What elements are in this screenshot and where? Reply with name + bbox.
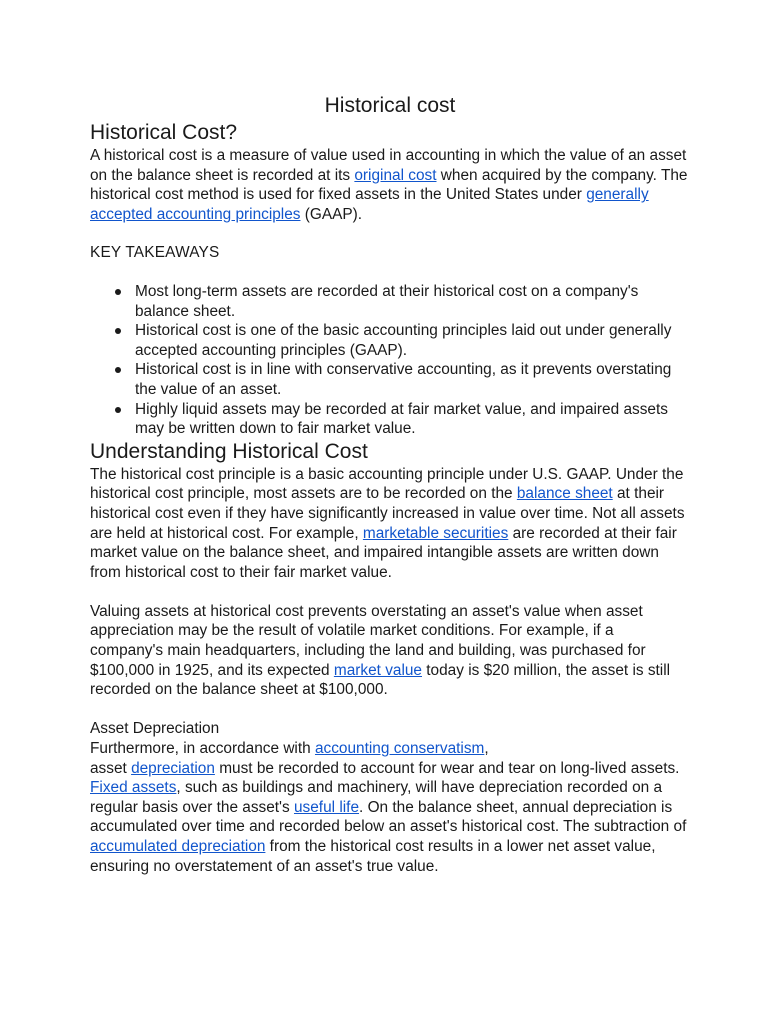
- link-original-cost[interactable]: original cost: [354, 166, 437, 184]
- intro-text-2: when acquired by the company. The historical cost method is used for fixed assets in the United States under: [90, 166, 688, 204]
- paragraph-spacer: [90, 700, 690, 720]
- valuing-text-1: Valuing assets at historical cost prevents overstating an asset's value when asset appreciation may be the result of volatile market conditions. For example, if a company's main headquarters, including the land and building, was purchased for $100,000 in 1925, and its expected: [90, 602, 646, 679]
- key-takeaways-label: KEY TAKEAWAYS: [90, 244, 220, 262]
- document-title: Historical cost: [324, 94, 456, 117]
- understanding-paragraph-2: [90, 602, 690, 700]
- link-fixed-assets[interactable]: Fixed assets: [90, 779, 177, 797]
- depreciation-text-3: asset: [90, 759, 132, 777]
- depreciation-text-1: Furthermore, in accordance with: [90, 740, 315, 758]
- link-market-value[interactable]: market value: [333, 661, 422, 679]
- link-balance-sheet[interactable]: balance sheet: [516, 485, 613, 503]
- list-item: Highly liquid assets may be recorded at fair market value, and impaired assets may be written down to fair market value.: [135, 400, 690, 439]
- key-takeaways-list: [90, 282, 690, 439]
- link-gaap[interactable]: generally accepted accounting principles: [90, 186, 649, 223]
- depreciation-text-4: must be recorded to account for wear and tear on long-lived assets.: [214, 759, 680, 777]
- link-accounting-conservatism[interactable]: accounting conservatism: [314, 740, 485, 758]
- list-item: Historical cost is in line with conservative accounting, as it prevents overstating the value of an asset.: [135, 360, 690, 399]
- intro-text-3: (GAAP).: [300, 205, 363, 223]
- list-item: Most long-term assets are recorded at their historical cost on a company's balance sheet.: [135, 282, 690, 321]
- section-heading-historical-cost: Historical Cost?: [90, 121, 238, 144]
- understanding-text-1: The historical cost principle is a basic accounting principle under U.S. GAAP. Under the historical cost principle, most assets are to be recorded on the: [90, 465, 684, 503]
- depreciation-text-5: , such as buildings and machinery, will have depreciation recorded on a regular basis over the asset's: [90, 779, 663, 816]
- link-accumulated-depreciation[interactable]: accumulated depreciation: [90, 838, 266, 855]
- understanding-paragraph-1: [90, 465, 690, 583]
- link-marketable-securities[interactable]: marketable securities: [362, 524, 509, 542]
- intro-text-1: A historical cost is a measure of value used in accounting in which the value of an asset on the balance sheet is recorded at its: [90, 147, 687, 184]
- paragraph-spacer: [90, 582, 690, 602]
- link-useful-life[interactable]: useful life: [293, 798, 360, 816]
- intro-paragraph: [90, 146, 690, 224]
- list-item: Historical cost is one of the basic accounting principles laid out under generally accepted accounting principles (GAAP).: [135, 321, 690, 360]
- link-depreciation[interactable]: depreciation: [131, 759, 215, 777]
- understanding-text-2: at their historical cost even if they have significantly increased in value over time. Not all assets are held at historical cost. For example,: [90, 485, 685, 542]
- depreciation-text-6: . On the balance sheet, annual depreciation is accumulated over time and recorded below an asset's historical cost. The subtraction of: [90, 798, 687, 836]
- asset-depreciation-heading: Asset Depreciation: [90, 720, 220, 738]
- document-page: [90, 92, 690, 876]
- depreciation-text-7: from the historical cost results in a lower net asset value, ensuring no overstatement of an asset's true value.: [90, 838, 656, 875]
- section-heading-understanding: Understanding Historical Cost: [90, 439, 368, 463]
- depreciation-text-2: ,: [484, 740, 489, 758]
- understanding-text-3: are recorded at their fair market value on the balance sheet, and impaired intangible assets are written down from historical cost to their fair market value.: [90, 524, 677, 581]
- valuing-text-2: today is $20 million, the asset is still recorded on the balance sheet at $100,000.: [90, 661, 671, 699]
- depreciation-paragraph: [90, 739, 690, 876]
